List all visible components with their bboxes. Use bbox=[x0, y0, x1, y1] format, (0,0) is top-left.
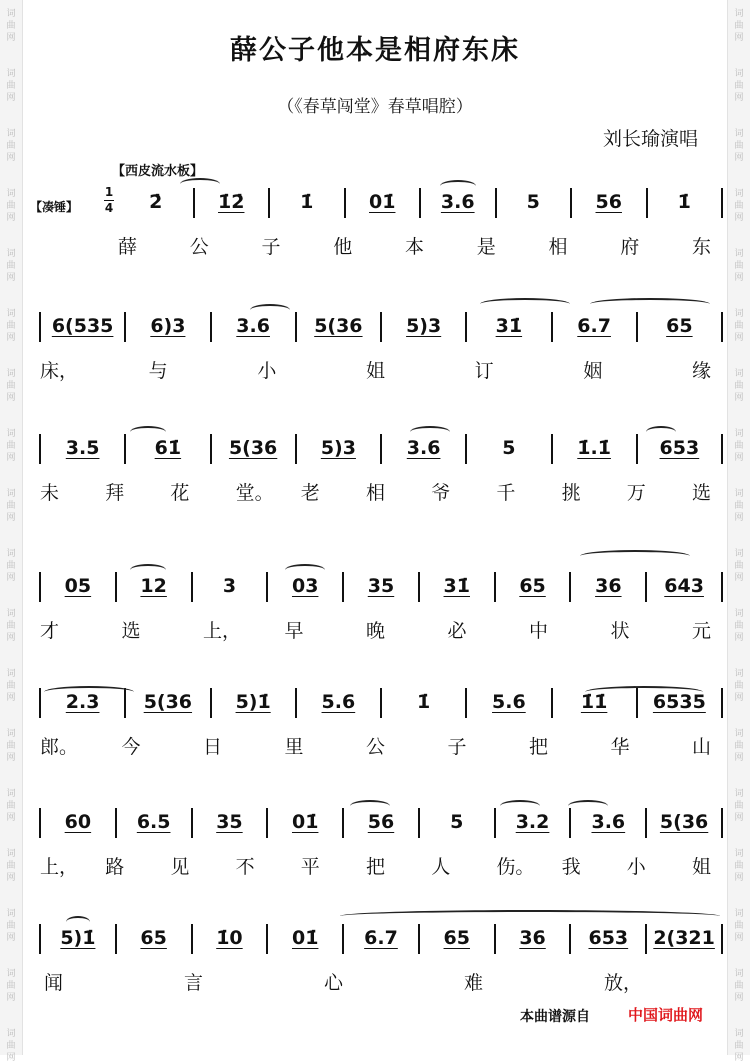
percussion-marking: 【凑锤】 bbox=[30, 200, 79, 214]
bar-line bbox=[494, 572, 496, 602]
measure-notes: 643 bbox=[664, 575, 704, 597]
watermark-text: 词 曲 网 bbox=[734, 489, 744, 523]
measure-notes: 6.5 bbox=[136, 811, 171, 833]
measure-notes: 5.6 bbox=[321, 691, 356, 713]
slur-arc bbox=[350, 800, 390, 812]
watermark-text: 词 曲 网 bbox=[734, 909, 744, 943]
watermark-text: 词 曲 网 bbox=[734, 669, 744, 703]
bar-line bbox=[721, 312, 723, 342]
watermark-text: 词 曲 网 bbox=[734, 309, 744, 343]
watermark-text: 词 曲 网 bbox=[6, 369, 16, 403]
lyric-syllable: 日 bbox=[203, 736, 223, 758]
bar-line bbox=[418, 924, 420, 954]
bar-line bbox=[193, 188, 195, 218]
lyric-syllable: 郎。 bbox=[40, 736, 79, 758]
bar-line bbox=[569, 808, 571, 838]
lyric-syllable: 他 bbox=[333, 236, 353, 258]
performer-credit: 刘长瑜演唱 bbox=[602, 128, 698, 150]
measure-notes: 6(535 bbox=[51, 315, 114, 337]
measure-notes: 6.7 bbox=[577, 315, 611, 337]
watermark-text: 词 曲 网 bbox=[734, 9, 744, 43]
bar-line bbox=[342, 572, 344, 602]
bar-line bbox=[295, 688, 297, 718]
slur-arc bbox=[585, 686, 703, 698]
watermark-text: 词 曲 网 bbox=[734, 429, 744, 463]
source-label: 本曲谱源自 bbox=[520, 1009, 590, 1025]
watermark-text: 词 曲 网 bbox=[6, 129, 16, 163]
lyric-syllable: 是 bbox=[476, 236, 496, 258]
bar-line bbox=[418, 808, 420, 838]
measure-notes: 3.6 bbox=[591, 811, 626, 833]
meter-top: 1 bbox=[104, 185, 114, 199]
lyric-syllable: 相 bbox=[366, 482, 386, 504]
bar-line bbox=[645, 924, 647, 954]
lyric-syllable: 挑 bbox=[561, 482, 581, 504]
bar-line bbox=[636, 434, 638, 464]
lyric-syllable: 选 bbox=[692, 482, 712, 504]
slur-arc bbox=[44, 686, 134, 698]
bar-line bbox=[191, 808, 193, 838]
lyric-syllable: 不 bbox=[235, 856, 255, 878]
measure-notes: 5)1̇ bbox=[235, 691, 271, 713]
bar-line bbox=[268, 188, 270, 218]
measure-notes: 35 bbox=[216, 811, 243, 833]
lyric-syllable: 子 bbox=[261, 236, 281, 258]
bar-line bbox=[295, 434, 297, 464]
bar-line bbox=[721, 188, 723, 218]
bar-line bbox=[191, 572, 193, 602]
measure-notes: 5(36 bbox=[659, 811, 709, 833]
time-signature bbox=[104, 186, 114, 215]
lyric-syllable: 晚 bbox=[366, 620, 386, 642]
lyric-syllable: 姻 bbox=[583, 360, 603, 382]
measure-notes: 35 bbox=[367, 575, 395, 597]
lyric-syllable: 堂。 bbox=[235, 482, 274, 504]
bar-line bbox=[39, 808, 41, 838]
measure-notes: 65 bbox=[519, 575, 546, 597]
bar-line bbox=[645, 572, 647, 602]
measure-notes: 1̇ bbox=[677, 191, 691, 213]
bar-line bbox=[465, 312, 467, 342]
measure-notes: 65 bbox=[666, 315, 693, 337]
bar-line bbox=[494, 808, 496, 838]
measure-notes: 3.6 bbox=[406, 437, 441, 459]
bar-line bbox=[266, 924, 268, 954]
lyric-syllable: 选 bbox=[121, 620, 141, 642]
slur-arc bbox=[130, 426, 166, 438]
bar-line bbox=[721, 808, 723, 838]
lyric-syllable: 上， bbox=[40, 856, 79, 878]
measure-notes: 3 bbox=[222, 575, 237, 597]
watermark-text: 词 曲 网 bbox=[734, 249, 744, 283]
bar-line bbox=[191, 924, 193, 954]
measure-notes: 1̇.1̇ bbox=[577, 437, 611, 459]
lyric-syllable: 早 bbox=[284, 620, 304, 642]
lyric-syllable: 公 bbox=[189, 236, 209, 258]
song-title: 薛公子他本是相府东床 bbox=[230, 35, 520, 66]
bar-line bbox=[342, 924, 344, 954]
song-subtitle: （《春草闯堂》春草唱腔） bbox=[277, 97, 473, 117]
measure-notes: 2(321 bbox=[653, 927, 715, 949]
lyric-syllable: 薛 bbox=[118, 236, 138, 258]
measure-notes: 5 bbox=[502, 437, 516, 459]
lyric-syllable: 山 bbox=[692, 736, 712, 758]
bar-line bbox=[721, 572, 723, 602]
watermark-text: 词 曲 网 bbox=[6, 309, 16, 343]
lyric-syllable: 千 bbox=[496, 482, 516, 504]
watermark-text: 词 曲 网 bbox=[6, 249, 16, 283]
bar-line bbox=[39, 312, 41, 342]
lyric-syllable: 我 bbox=[561, 856, 581, 878]
watermark-text: 词 曲 网 bbox=[734, 69, 744, 103]
measure-notes: 56 bbox=[595, 191, 622, 213]
measure-notes: 31̇ bbox=[495, 315, 523, 337]
bar-line bbox=[39, 688, 41, 718]
measure-notes: 01̇ bbox=[291, 811, 319, 833]
lyric-syllable: 人 bbox=[431, 856, 451, 878]
bar-line bbox=[380, 434, 382, 464]
bar-line bbox=[494, 924, 496, 954]
watermark-text: 词 曲 网 bbox=[6, 669, 16, 703]
lyric-syllable: 万 bbox=[626, 482, 646, 504]
lyric-syllable: 府 bbox=[620, 236, 640, 258]
measure-notes: 36 bbox=[595, 575, 622, 597]
measure-notes: 61̇ bbox=[154, 437, 182, 459]
slur-arc bbox=[568, 800, 608, 812]
bar-line bbox=[210, 312, 212, 342]
measure-notes: 5(36 bbox=[143, 691, 193, 713]
watermark-text: 词 曲 网 bbox=[6, 729, 16, 763]
watermark-text: 词 曲 网 bbox=[6, 189, 16, 223]
measure-notes: 12 bbox=[140, 575, 167, 597]
bar-line bbox=[115, 808, 117, 838]
bar-line bbox=[115, 572, 117, 602]
slur-arc bbox=[66, 916, 90, 928]
slur-arc bbox=[285, 564, 325, 576]
lyric-syllable: 上， bbox=[203, 620, 242, 642]
bar-line bbox=[266, 808, 268, 838]
measure-notes: 653 bbox=[588, 927, 629, 949]
lyric-syllable: 元 bbox=[692, 620, 712, 642]
measure-notes: 653 bbox=[659, 437, 700, 459]
measure-notes: 5)3 bbox=[320, 437, 356, 459]
measure-notes: 56 bbox=[367, 811, 395, 833]
watermark-text: 词 曲 网 bbox=[734, 849, 744, 883]
slur-arc bbox=[340, 910, 720, 922]
bar-line bbox=[419, 188, 421, 218]
bar-line bbox=[266, 572, 268, 602]
lyric-syllable: 本 bbox=[405, 236, 425, 258]
bar-line bbox=[646, 188, 648, 218]
bar-line bbox=[380, 688, 382, 718]
measure-notes: 5.6 bbox=[492, 691, 526, 713]
measure-notes: 36 bbox=[519, 927, 546, 949]
bar-line bbox=[721, 434, 723, 464]
bar-line bbox=[721, 924, 723, 954]
lyric-syllable: 今 bbox=[121, 736, 141, 758]
watermark-text: 词 曲 网 bbox=[6, 489, 16, 523]
watermark-text: 词 曲 网 bbox=[734, 969, 744, 1003]
lyric-syllable: 订 bbox=[474, 360, 494, 382]
bar-line bbox=[465, 434, 467, 464]
slur-arc bbox=[580, 550, 690, 562]
measure-notes: 1̇1̇ bbox=[580, 691, 608, 713]
measure-notes: 03 bbox=[291, 575, 319, 597]
lyric-syllable: 路 bbox=[105, 856, 125, 878]
bar-line bbox=[465, 688, 467, 718]
lyric-syllable: 未 bbox=[40, 482, 60, 504]
measure-notes: 5(36 bbox=[314, 315, 363, 337]
bar-line bbox=[39, 434, 41, 464]
measure-notes: 1̇2̇ bbox=[218, 191, 245, 213]
watermark-text: 词 曲 网 bbox=[734, 549, 744, 583]
bar-line bbox=[495, 188, 497, 218]
measure-notes: 01̇ bbox=[369, 191, 396, 213]
measure-notes: 05 bbox=[64, 575, 92, 597]
lyric-syllable: 拜 bbox=[105, 482, 125, 504]
measure-notes: 3.2 bbox=[515, 811, 550, 833]
watermark-text: 词 曲 网 bbox=[734, 729, 744, 763]
lyric-syllable: 闻 bbox=[44, 972, 64, 994]
bar-line bbox=[551, 434, 553, 464]
measure-notes: 6)3 bbox=[150, 315, 186, 337]
measure-notes: 3.6 bbox=[236, 315, 270, 337]
lyric-syllable: 花 bbox=[170, 482, 190, 504]
bar-line bbox=[570, 188, 572, 218]
watermark-text: 词 曲 网 bbox=[734, 1029, 744, 1063]
lyric-syllable: 小 bbox=[257, 360, 277, 382]
measure-notes: 01̇ bbox=[291, 927, 319, 949]
slur-arc bbox=[440, 180, 476, 192]
measure-notes: 6535 bbox=[652, 691, 706, 713]
watermark-text: 词 曲 网 bbox=[734, 369, 744, 403]
measure-notes: 5 bbox=[450, 811, 464, 833]
bar-line bbox=[115, 924, 117, 954]
lyric-syllable: 见 bbox=[170, 856, 190, 878]
measure-notes: 5)3 bbox=[406, 315, 442, 337]
bar-line bbox=[418, 572, 420, 602]
bar-line bbox=[569, 572, 571, 602]
lyric-syllable: 中 bbox=[529, 620, 549, 642]
bar-line bbox=[569, 924, 571, 954]
bar-line bbox=[39, 572, 41, 602]
bar-line bbox=[344, 188, 346, 218]
bar-line bbox=[721, 688, 723, 718]
slur-arc bbox=[500, 800, 540, 812]
bar-line bbox=[342, 808, 344, 838]
bar-line bbox=[39, 924, 41, 954]
lyric-syllable: 放， bbox=[604, 972, 643, 994]
lyric-syllable: 姐 bbox=[366, 360, 386, 382]
bar-line bbox=[124, 434, 126, 464]
lyric-syllable: 相 bbox=[548, 236, 568, 258]
lyric-syllable: 把 bbox=[366, 856, 386, 878]
slur-arc bbox=[250, 304, 290, 316]
lyric-syllable: 老 bbox=[300, 482, 320, 504]
lyric-syllable: 才 bbox=[40, 620, 60, 642]
watermark-text: 词 曲 网 bbox=[6, 609, 16, 643]
lyric-syllable: 平 bbox=[300, 856, 320, 878]
measure-notes: 5(36 bbox=[228, 437, 278, 459]
lyric-syllable: 东 bbox=[692, 236, 712, 258]
measure-notes: 3.6 bbox=[440, 191, 475, 213]
watermark-text: 词 曲 网 bbox=[734, 789, 744, 823]
lyric-syllable: 难 bbox=[464, 972, 484, 994]
watermark-text: 词 曲 网 bbox=[6, 969, 16, 1003]
lyric-syllable: 把 bbox=[529, 736, 549, 758]
lyric-syllable: 与 bbox=[148, 360, 168, 382]
measure-notes: 3.5 bbox=[65, 437, 100, 459]
lyric-syllable: 爷 bbox=[431, 482, 451, 504]
measure-notes: 60 bbox=[64, 811, 92, 833]
lyric-syllable: 必 bbox=[447, 620, 467, 642]
lyric-syllable: 子 bbox=[447, 736, 467, 758]
bar-line bbox=[124, 312, 126, 342]
bar-line bbox=[636, 312, 638, 342]
lyric-syllable: 姐 bbox=[692, 856, 712, 878]
measure-notes: 5 bbox=[526, 191, 540, 213]
measure-notes: 6.7 bbox=[364, 927, 398, 949]
watermark-text: 词 曲 网 bbox=[6, 909, 16, 943]
watermark-text: 词 曲 网 bbox=[734, 129, 744, 163]
lyric-syllable: 小 bbox=[626, 856, 646, 878]
lyric-syllable: 华 bbox=[610, 736, 630, 758]
bar-line bbox=[645, 808, 647, 838]
watermark-text: 词 曲 网 bbox=[734, 609, 744, 643]
lyric-syllable: 里 bbox=[284, 736, 304, 758]
measure-notes: 31̇ bbox=[443, 575, 470, 597]
lyric-syllable: 伤。 bbox=[496, 856, 535, 878]
slur-arc bbox=[410, 426, 450, 438]
slur-arc bbox=[590, 298, 710, 310]
watermark-text: 词 曲 网 bbox=[6, 69, 16, 103]
watermark-text: 词 曲 网 bbox=[6, 849, 16, 883]
slur-arc bbox=[646, 426, 676, 438]
lyric-syllable: 缘 bbox=[692, 360, 712, 382]
bar-line bbox=[210, 688, 212, 718]
measure-notes: 5)1̇ bbox=[60, 927, 96, 949]
measure-notes: 1̇ bbox=[300, 191, 314, 213]
lyric-syllable: 状 bbox=[610, 620, 630, 642]
watermark-text: 词 曲 网 bbox=[6, 789, 16, 823]
measure-notes: 65 bbox=[140, 927, 167, 949]
slur-arc bbox=[130, 564, 166, 576]
measure-notes: 1̇0 bbox=[216, 927, 243, 949]
watermark-text: 词 曲 网 bbox=[734, 189, 744, 223]
measure-notes: 2̇ bbox=[149, 191, 163, 213]
lyric-syllable: 床， bbox=[40, 360, 79, 382]
lyric-syllable: 心 bbox=[324, 972, 344, 994]
watermark-text: 词 曲 网 bbox=[6, 9, 16, 43]
watermark-text: 词 曲 网 bbox=[6, 549, 16, 583]
bar-line bbox=[551, 312, 553, 342]
watermark-text: 词 曲 网 bbox=[6, 1029, 16, 1063]
meter-bottom: 4 bbox=[104, 201, 114, 215]
watermark-text: 词 曲 网 bbox=[6, 429, 16, 463]
bar-line bbox=[380, 312, 382, 342]
lyric-syllable: 言 bbox=[184, 972, 204, 994]
tempo-marking: 【西皮流水板】 bbox=[112, 164, 204, 179]
bar-line bbox=[551, 688, 553, 718]
slur-arc bbox=[180, 178, 220, 190]
lyric-syllable: 公 bbox=[366, 736, 386, 758]
slur-arc bbox=[480, 298, 570, 310]
measure-notes: 2.3 bbox=[65, 691, 100, 713]
bar-line bbox=[295, 312, 297, 342]
source-site-link[interactable]: 中国词曲网 bbox=[628, 1006, 704, 1024]
measure-notes: 1̇ bbox=[417, 691, 431, 713]
measure-notes: 65 bbox=[443, 927, 470, 949]
bar-line bbox=[210, 434, 212, 464]
